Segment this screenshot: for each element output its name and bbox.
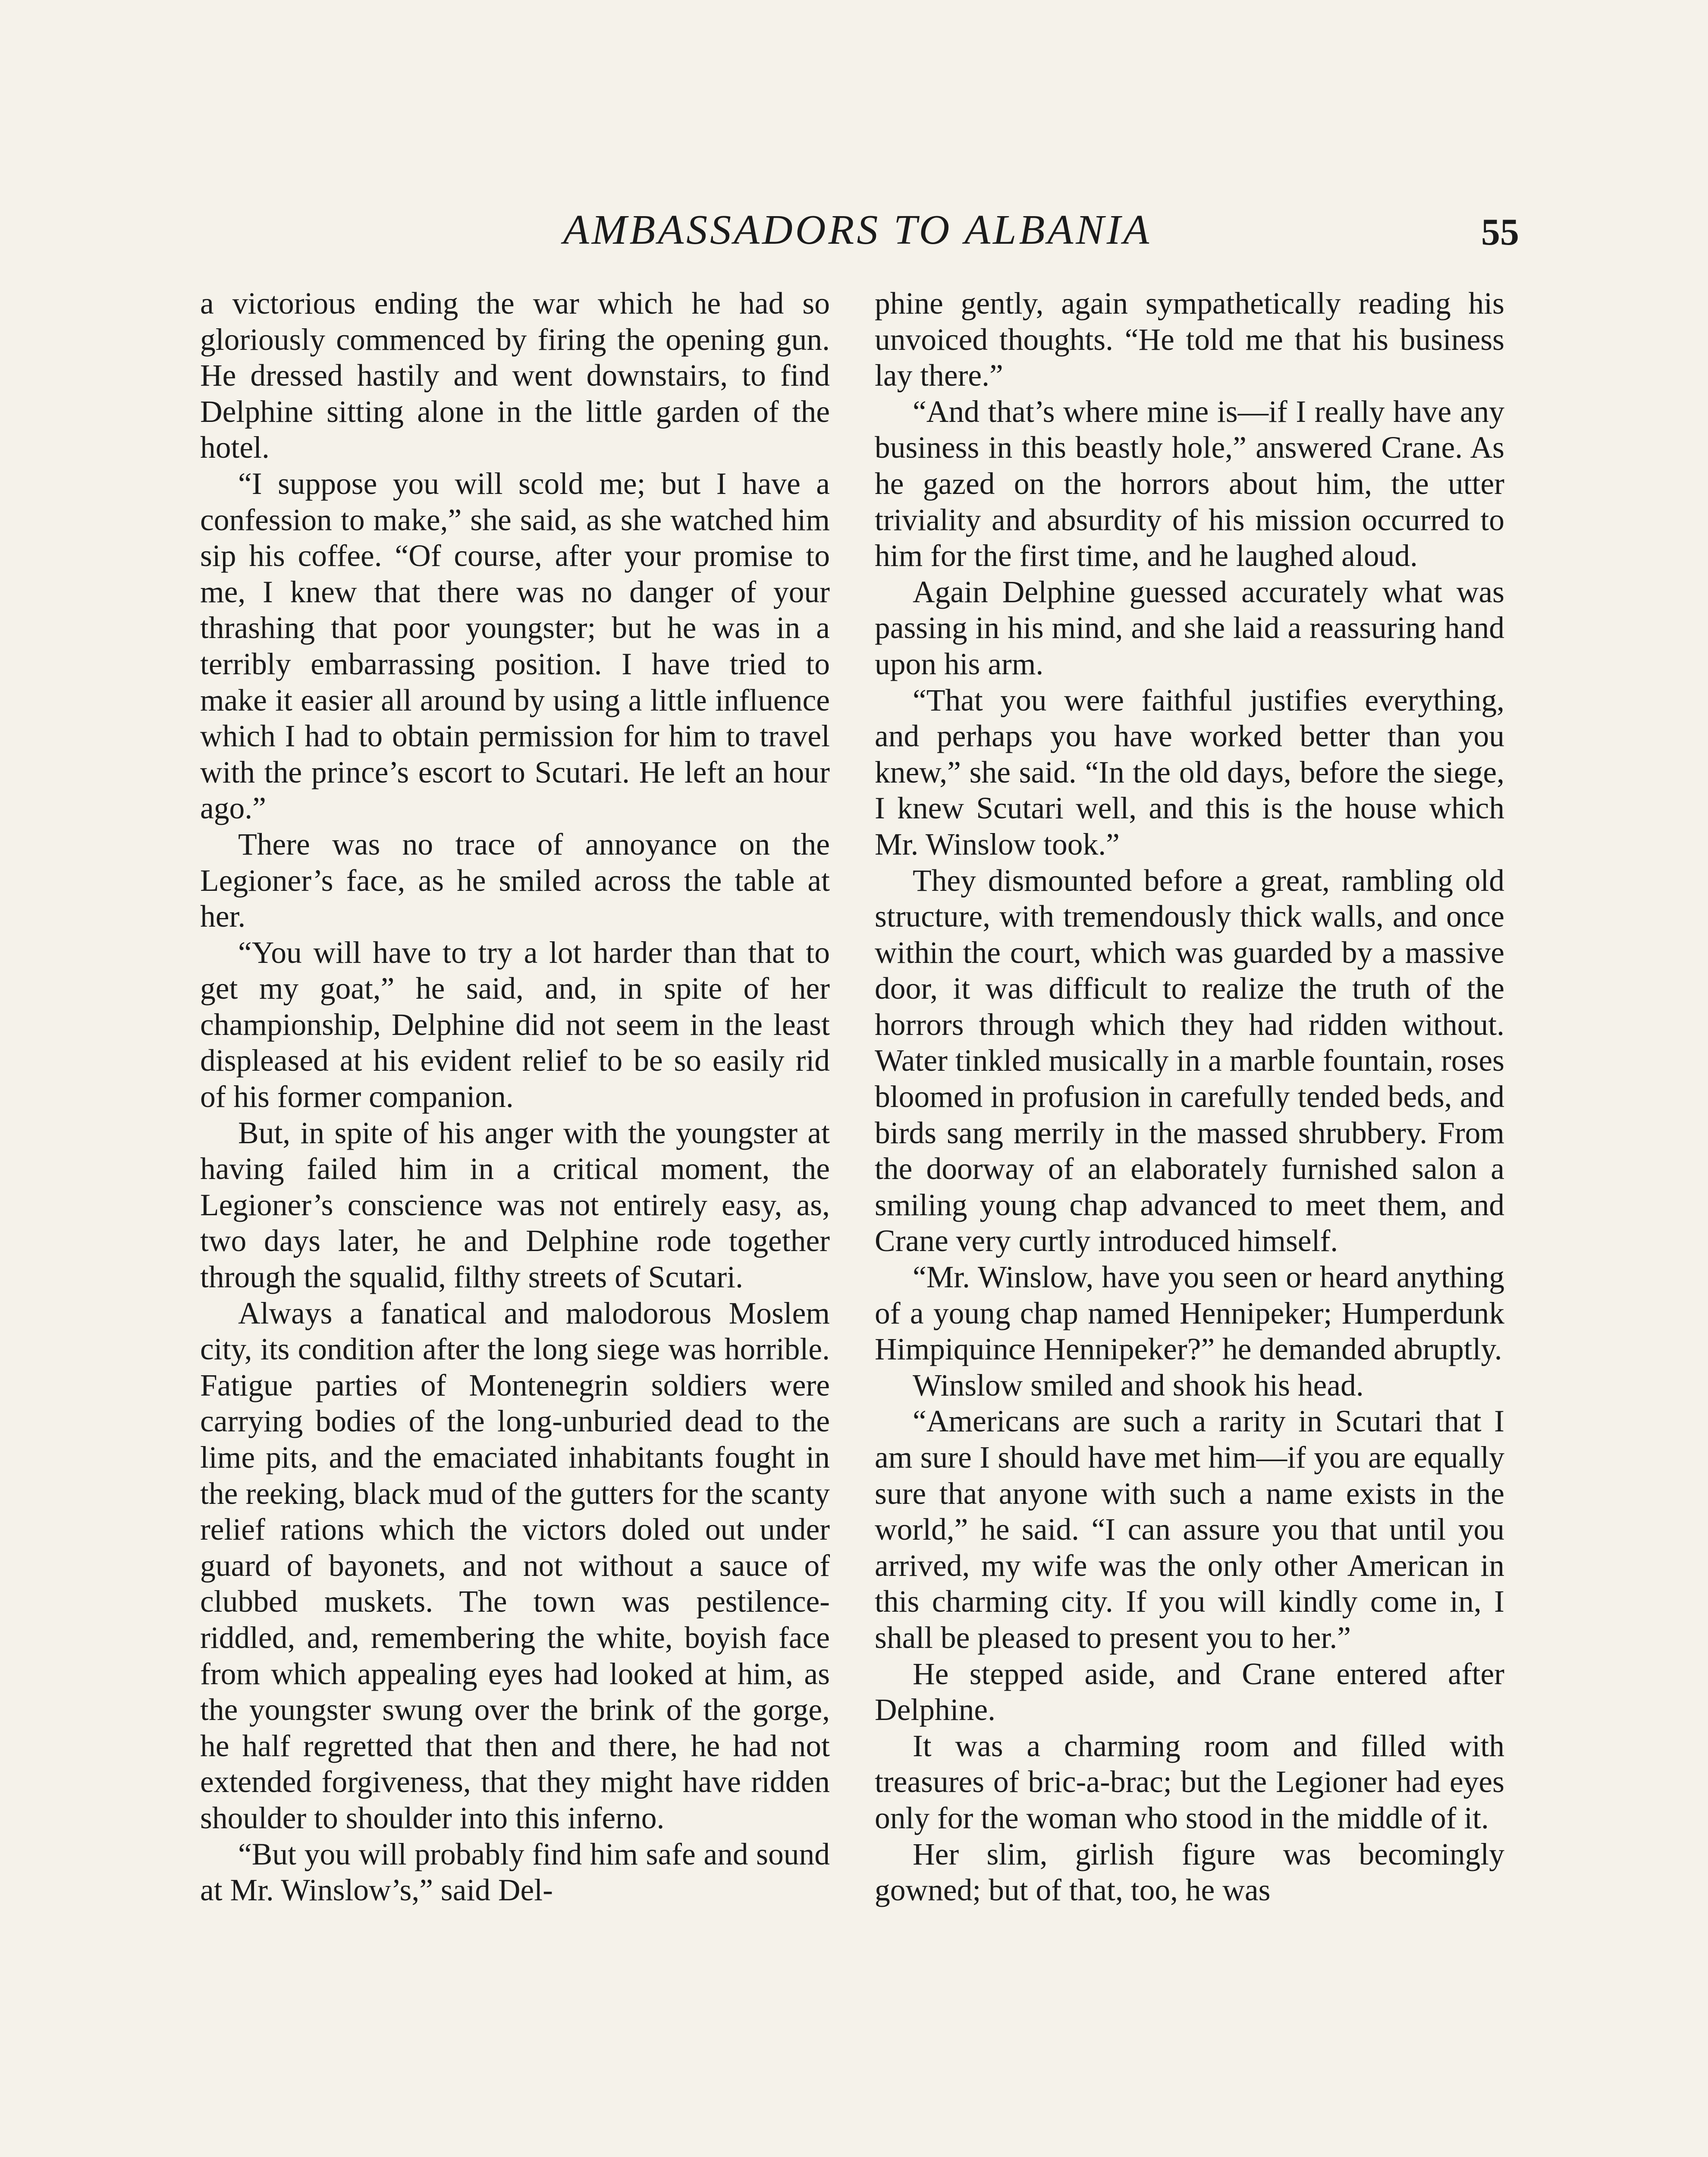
right-column — [875, 286, 1504, 1909]
paragraph: He stepped aside, and Crane entered after Delphine. — [875, 1657, 1504, 1727]
paragraph: But, in spite of his anger with the youngster at having failed him in a critical moment, the Legioner’s conscience was not entirely easy, as, two days later, he and Delphine rode together through the squalid, filthy streets of Scutari. — [200, 1116, 830, 1295]
paragraph: Again Delphine guessed accurately what was passing in his mind, and she laid a reassuring hand upon his arm. — [875, 575, 1504, 681]
page-header — [200, 202, 1519, 258]
page-number: 55 — [1481, 211, 1519, 253]
paragraph: There was no trace of annoyance on the Legioner’s face, as he smiled across the table at her. — [200, 827, 830, 934]
left-column — [200, 286, 830, 1909]
paragraph: Winslow smiled and shook his head. — [913, 1368, 1364, 1402]
paragraph: Always a fanatical and malodorous Moslem city, its condition after the long siege was horrible. Fatigue parties of Montenegrin soldiers were carrying bodies of the long-unburied dead to the lime pits, and the emaciated inhabitants fought in the reeking, black mud of the gutters for the scanty relief rations which the victors doled out under guard of bayonets, and not without a sauce of clubbed muskets. The town was pestilence-riddled, and, remembering the white, boyish face from which appealing eyes had looked at him, as the youngster swung over the brink of the gorge, he half regretted that then and there, he had not extended forgiveness, that they might have ridden shoulder to shoulder into this inferno. — [200, 1296, 830, 1835]
paragraph: They dismounted before a great, rambling old structure, with tremendously thick walls, and once within the court, which was guarded by a massive door, it was difficult to realize the truth of the horrors through which they had ridden without. Water tinkled musically in a marble fountain, roses bloomed in profusion in carefully tended beds, and birds sang merrily in the massed shrubbery. From the doorway of an elaborately furnished salon a smiling young chap advanced to meet them, and Crane very curtly introduced himself. — [875, 863, 1504, 1258]
paragraph: “Mr. Winslow, have you seen or heard anything of a young chap named Hennipeker; Humperdunk Himpiquince Hennipeker?” he demanded abruptly. — [875, 1260, 1504, 1367]
running-title: AMBASSADORS TO ALBANIA — [563, 207, 1152, 253]
paragraph: “And that’s where mine is—if I really have any business in this beastly hole,” answered Crane. As he gazed on the horrors about him, the utter triviality and absurdity of his mission occurred to him for the first time, and he laughed aloud. — [875, 394, 1504, 573]
paragraph: “I suppose you will scold me; but I have a confession to make,” she said, as she watched him sip his coffee. “Of course, after your promise to me, I knew that there was no danger of your thrashing that poor youngster; but he was in a terribly embarrassing position. I have tried to make it easier all around by using a little influence which I had to obtain permission for him to travel with the prince’s escort to Scutari. He left an hour ago.” — [200, 466, 830, 826]
paragraph: It was a charming room and filled with treasures of bric-a-brac; but the Legioner had eyes only for the woman who stood in the middle of it. — [875, 1729, 1504, 1835]
paragraph: Her slim, girlish figure was becomingly gowned; but of that, too, he was — [875, 1837, 1504, 1908]
paragraph: “That you were faithful justifies everything, and perhaps you have worked better than you knew,” she said. “In the old days, before the siege, I knew Scutari well, and this is the house which Mr. Winslow took.” — [875, 683, 1504, 862]
paragraph: “Americans are such a rarity in Scutari that I am sure I should have met him—if you are equally sure that anyone with such a name exists in the world,” he said. “I can assure you that until you arrived, my wife was the only other American in this charming city. If you will kindly come in, I shall be pleased to present you to her.” — [875, 1404, 1504, 1655]
paragraph: phine gently, again sympathetically reading his unvoiced thoughts. “He told me that his business lay there.” — [875, 286, 1504, 393]
paragraph: “You will have to try a lot harder than that to get my goat,” he said, and, in spite of her championship, Delphine did not seem in the least displeased at his evident relief to be so easily rid of his former companion. — [200, 935, 830, 1114]
paragraph: a victorious ending the war which he had so gloriously commenced by firing the opening gun. He dressed hastily and went downstairs, to find Delphine sitting alone in the little garden of the hotel. — [200, 286, 830, 465]
paragraph: “But you will probably find him safe and sound at Mr. Winslow’s,” said Del- — [200, 1837, 830, 1908]
